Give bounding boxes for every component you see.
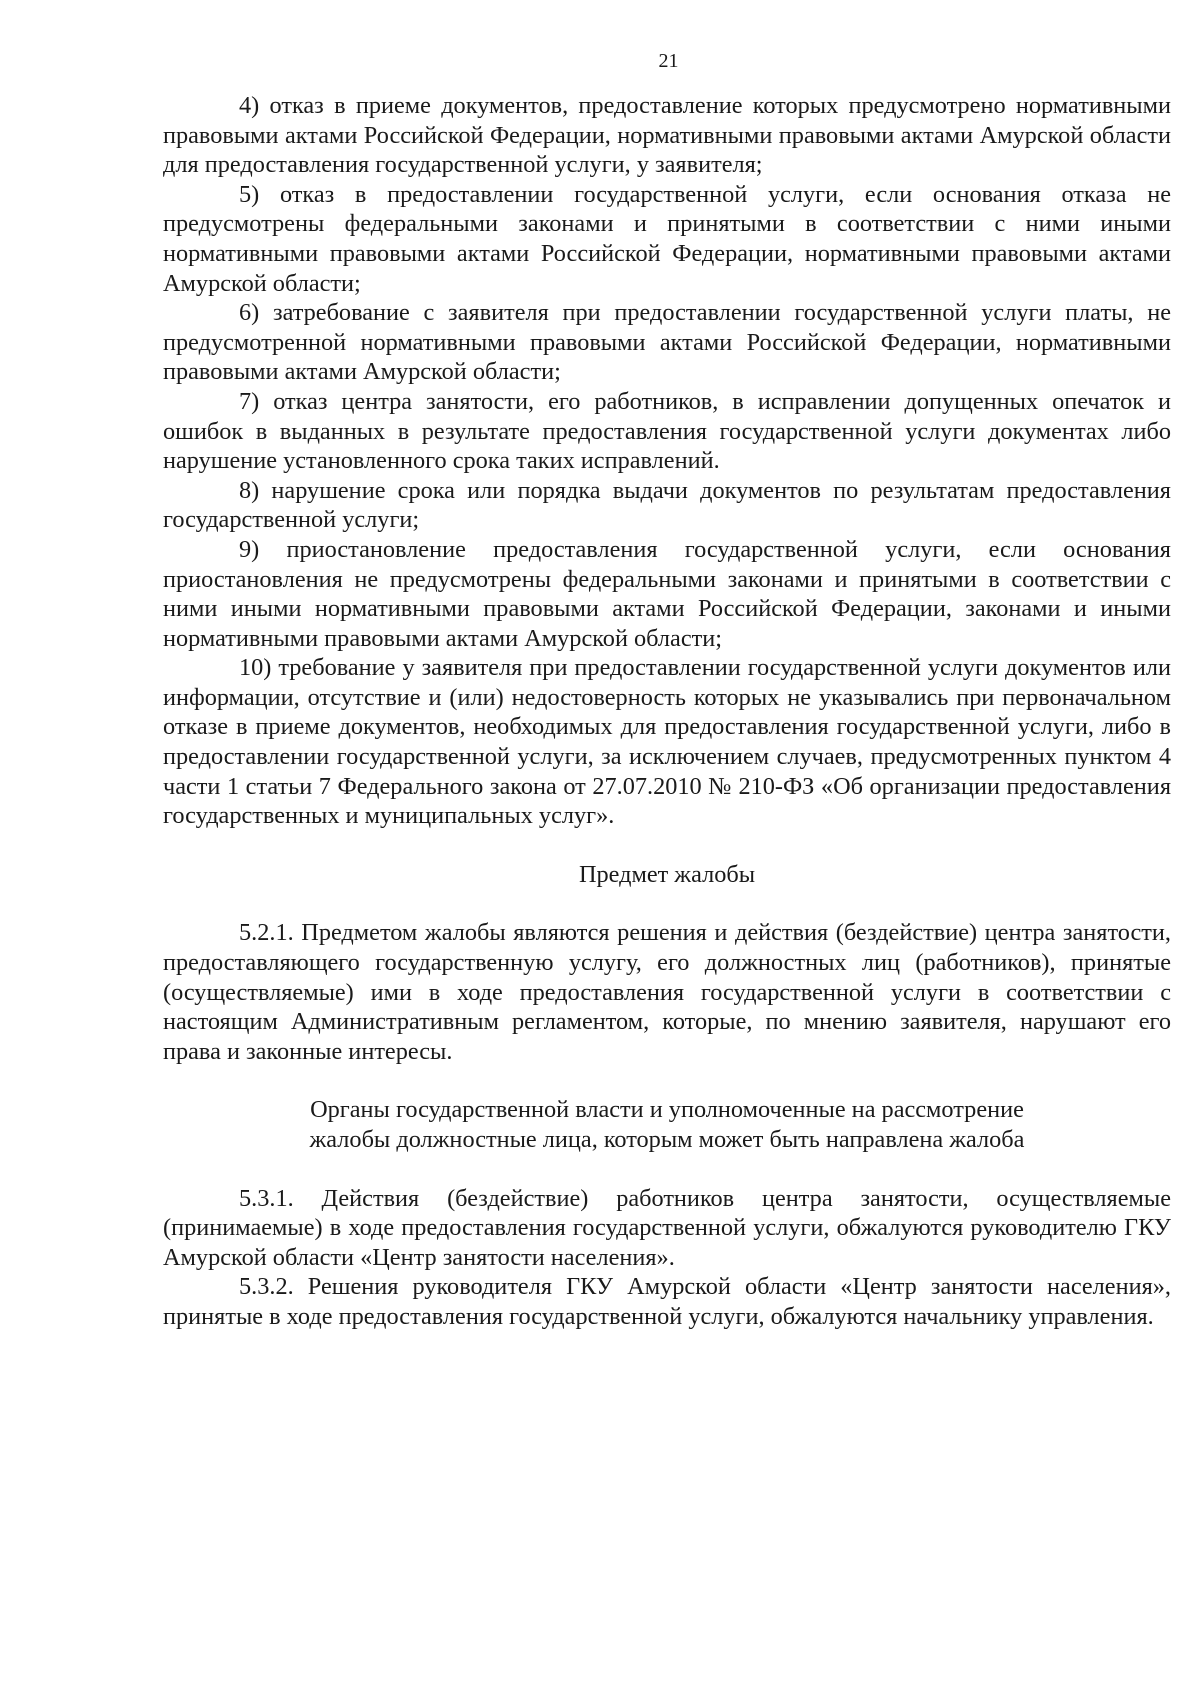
paragraph-5-2-1: 5.2.1. Предметом жалобы являются решения и действия (бездействие) центра занятости, предоставляющего государственную услугу, его должностных лиц (работников), принятые (осуществляемые) ими в ходе предоставления государственной услуги в соответствии с настоящим Административным регламентом, которые, по мнению заявителя, нарушают его права и законные интересы. xyxy=(163,919,1171,1065)
list-item-6: 6) затребование с заявителя при предоставлении государственной услуги платы, не предусмотренной нормативными правовыми актами Российской Федерации, нормативными правовыми актами Амурской области; xyxy=(163,299,1171,386)
document-body xyxy=(163,91,1171,1332)
list-item-4: 4) отказ в приеме документов, предоставление которых предусмотрено нормативными правовыми актами Российской Федерации, нормативными правовыми актами Амурской области для предоставления государственной услуги, у заявителя; xyxy=(163,92,1171,179)
section-heading-bodies xyxy=(163,1095,1171,1154)
list-item-5: 5) отказ в предоставлении государственной услуги, если основания отказа не предусмотрены федеральными законами и принятыми в соответствии с ними иными нормативными правовыми актами Российской Федерации, нормативными правовыми актами Амурской области; xyxy=(163,180,1171,297)
paragraph-5-3-2: 5.3.2. Решения руководителя ГКУ Амурской области «Центр занятости населения», принятые в ходе предоставления государственной услуги, обжалуются начальнику управления. xyxy=(163,1273,1171,1330)
paragraph-5-3-1: 5.3.1. Действия (бездействие) работников центра занятости, осуществляемые (принимаемые) в ходе предоставления государственной услуги, обжалуются руководителю ГКУ Амурской области «Центр занятости населения». xyxy=(163,1184,1171,1271)
section-heading-subject: Предмет жалобы xyxy=(578,860,756,888)
page-number: 21 xyxy=(658,50,679,72)
list-item-7: 7) отказ центра занятости, его работников, в исправлении допущенных опечаток и ошибок в выданных в результате предоставления государственной услуги документах либо нарушение установленного срока таких исправлений. xyxy=(163,387,1171,475)
list-item-8: 8) нарушение срока или порядка выдачи документов по результатам предоставления государственной услуги; xyxy=(163,476,1171,534)
list-item-9: 9) приостановление предоставления государственной услуги, если основания приостановления не предусмотрены федеральными законами и принятыми в соответствии с ними иными нормативными правовыми актами Российской Федерации, законами и иными нормативными правовыми актами Амурской области; xyxy=(163,535,1171,652)
section-heading-bodies-line-1: Органы государственной власти и уполномоченные на рассмотрение xyxy=(310,1096,1024,1124)
list-item-10: 10) требование у заявителя при предоставлении государственной услуги документов или информации, отсутствие и (или) недостоверность которых не указывались при первоначальном отказе в приеме документов, необходимых для предоставления государственной услуги, либо в предоставлении государственной услуги, за исключением случаев, предусмотренных пунктом 4 части 1 статьи 7 Федерального закона от 27.07.2010 № 210-ФЗ «Об организации предоставления государственных и муниципальных услуг». xyxy=(163,654,1171,830)
section-heading-bodies-line-2: жалобы должностные лица, которым может быть направлена жалоба xyxy=(309,1126,1025,1153)
